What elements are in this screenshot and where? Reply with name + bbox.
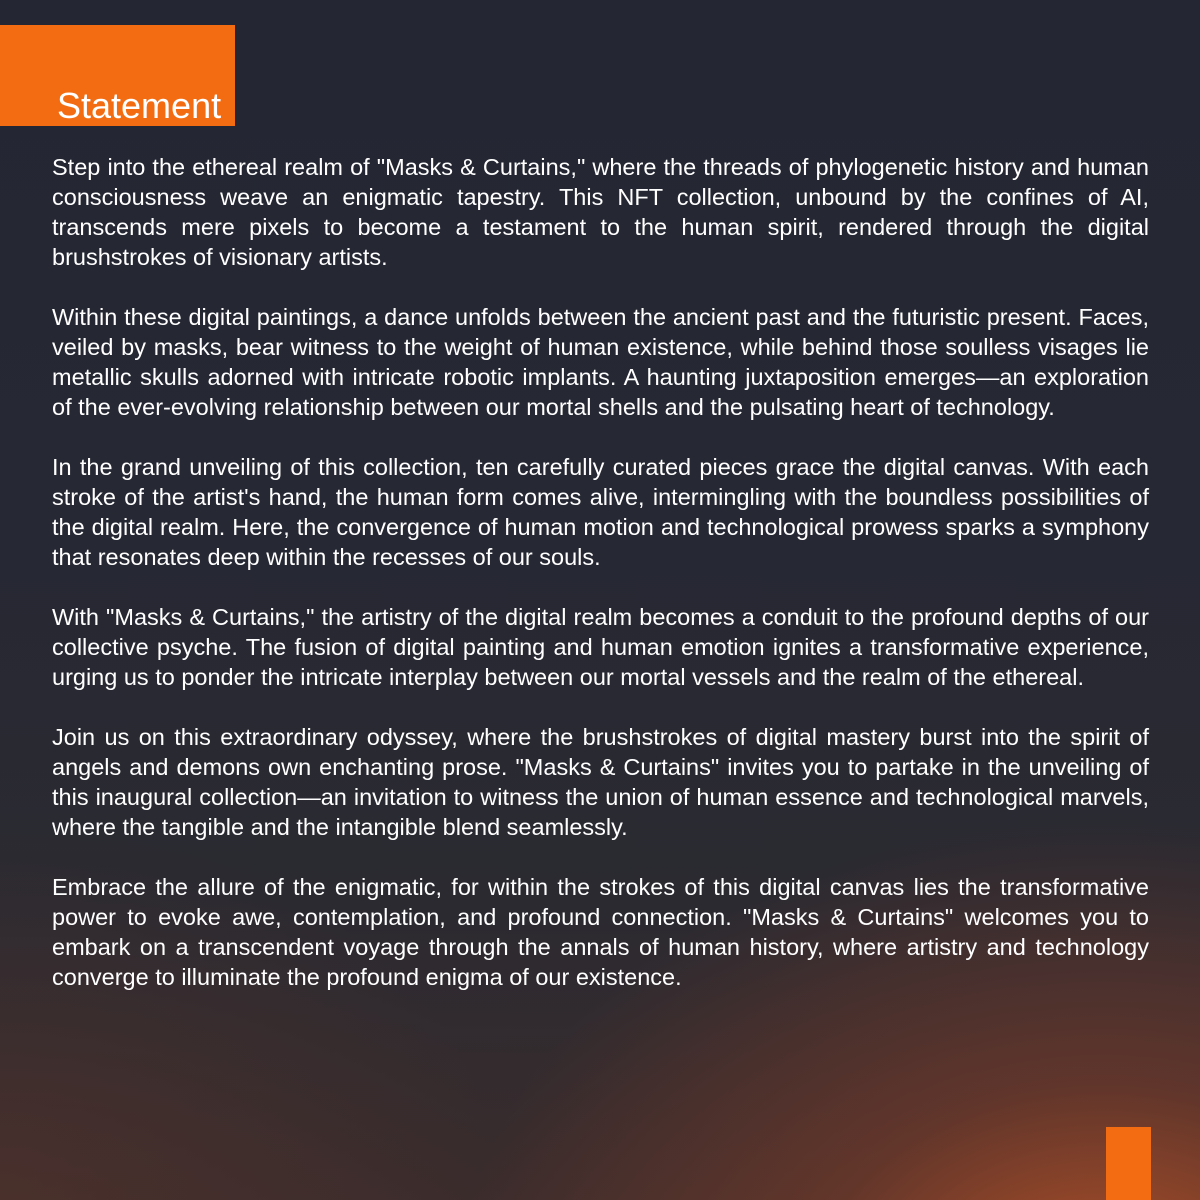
corner-accent-square [1106, 1127, 1151, 1200]
page-title: Statement [57, 85, 222, 126]
statement-paragraph-2: Within these digital paintings, a dance unfolds between the ancient past and the futuristic present. Faces, veiled by masks, bear witness to the weight of human existence, while behind those soulless visages lie metallic skulls adorned with intricate robotic implants. A haunting juxtaposition emerges—an exploration of the ever-evolving relationship between our mortal shells and the pulsating heart of technology. [52, 304, 1149, 420]
statement-paragraph-3: In the grand unveiling of this collection, ten carefully curated pieces grace the digital canvas. With each stroke of the artist's hand, the human form comes alive, intermingling with the boundless possibilities of the digital realm. Here, the convergence of human motion and technological prowess sparks a symphony that resonates deep within the recesses of our souls. [52, 454, 1149, 570]
statement-paragraph-5: Join us on this extraordinary odyssey, where the brushstrokes of digital mastery burst into the spirit of angels and demons own enchanting prose. "Masks & Curtains" invites you to partake in the unveiling of this inaugural collection—an invitation to witness the union of human essence and technological marvels, where the tangible and the intangible blend seamlessly. [52, 724, 1149, 840]
statement-body [52, 152, 1149, 992]
statement-paragraph-1: Step into the ethereal realm of "Masks & Curtains," where the threads of phylogenetic history and human consciousness weave an enigmatic tapestry. This NFT collection, unbound by the confines of AI, transcends mere pixels to become a testament to the human spirit, rendered through the digital brushstrokes of visionary artists. [52, 154, 1149, 270]
statement-paragraph-6: Embrace the allure of the enigmatic, for within the strokes of this digital canvas lies the transformative power to evoke awe, contemplation, and profound connection. "Masks & Curtains" welcomes you to embark on a transcendent voyage through the annals of human history, where artistry and technology converge to illuminate the profound enigma of our existence. [52, 874, 1149, 990]
statement-paragraph-4: With "Masks & Curtains," the artistry of the digital realm becomes a conduit to the profound depths of our collective psyche. The fusion of digital painting and human emotion ignites a transformative experience, urging us to ponder the intricate interplay between our mortal vessels and the realm of the ethereal. [52, 604, 1149, 690]
